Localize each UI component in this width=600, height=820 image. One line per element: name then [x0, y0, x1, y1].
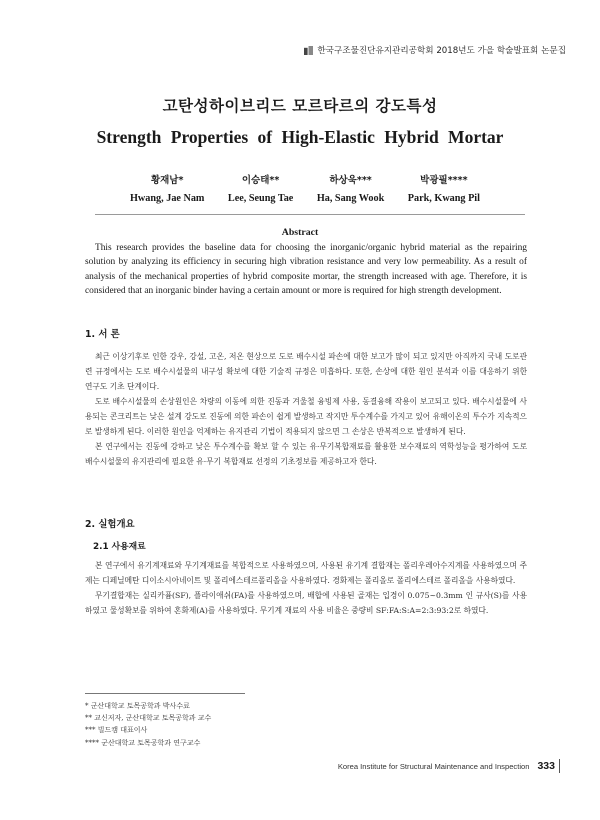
footnote-divider [85, 693, 245, 694]
paragraph: 최근 이상기후로 인한 강우, 강설, 고온, 저온 현상으로 도로 배수시설 파손에 대한 보고가 많이 되고 있지만 아직까지 국내 도로관련 규정에서는 도로 배수시설물의 내구성 확보에 대한 기술적 규정은 미흡하다. 또한, 손상에 대한 원인 분석과 이를 대응하기 위한 연구도 기초 단계이다. [85, 352, 527, 391]
section-heading: 1. 서 론 [85, 329, 120, 340]
paper-title-english: Strength Properties of High-Elastic Hybrid Mortar [96, 127, 504, 147]
footer-bar [559, 759, 560, 773]
paragraph: 무기결합재는 실리카퓸(SF), 플라이애쉬(FA)를 사용하였으며, 배합에 사용된 골재는 입경이 0.075~0.3mm 인 규사(S)를 사용하였고 물성확보를 위하여 혼화제(A)를 사용하였다. 무기계 재료의 사용 비율은 중량비 SF:FA:S:A=2:3:93:2로 하였다. [85, 591, 527, 615]
page-footer [338, 759, 560, 773]
footnote: ** 교신저자, 군산대학교 토목공학과 교수 [85, 714, 212, 723]
author-name-english: Ha, Sang Wook [316, 193, 385, 204]
author-name-korean: 황재남* [150, 175, 184, 186]
footnote: **** 군산대학교 토목공학과 연구교수 [85, 738, 201, 747]
author-name-korean: 하상욱*** [329, 175, 372, 186]
author-4 [408, 172, 480, 204]
journal-name: 한국구조물진단유지관리공학회 2018년도 가을 학술발표회 논문집 [317, 46, 566, 56]
section-experiment [85, 516, 527, 618]
footnotes [85, 700, 385, 749]
journal-header [304, 44, 566, 56]
section-heading: 2. 실험개요 [85, 519, 135, 530]
author-3 [317, 172, 384, 204]
footer-institute: Korea Institute for Structural Maintenance and Inspection [337, 761, 530, 771]
paper-title-korean: 고탄성하이브리드 모르타르의 강도특성 [162, 97, 438, 115]
page-number: 333 [537, 760, 555, 772]
section-introduction [85, 326, 527, 469]
author-list [130, 172, 480, 204]
paragraph: 본 연구에서 유기계재료와 무기계재료를 복합적으로 사용하였으며, 사용된 유기계 결합재는 폴리우레아수지계를 사용하였으며 주제는 디페닐메탄 디이소시아네이트 및 폴리에스테르폴리올을 사용하였다. 경화제는 폴리올로 폴리에스테르 폴리올을 사용하였다. [85, 561, 527, 585]
paragraph: 도로 배수시설물의 손상원인은 차량의 이동에 의한 진동과 겨울철 융빙제 사용, 동결융해 작용이 보고되고 있다. 배수시설물에 사용되는 콘크리트는 낮은 설계 강도로 진동에 의한 파손이 쉽게 발생하고 작지만 투수계수를 가지고 있어 유해이온의 투수가 지속적으로 발생하게 된다. 이러한 원인을 억제하는 유지관리 기법이 적용되지 않으면 그 손상은 반복적으로 발생하게 된다. [85, 397, 527, 436]
author-name-english: Hwang, Jae Nam [130, 193, 205, 204]
author-name-korean: 박광필**** [420, 175, 468, 186]
author-1 [130, 172, 204, 204]
abstract-heading: Abstract [281, 227, 319, 238]
paragraph: 본 연구에서는 진동에 강하고 낮은 투수계수를 확보 할 수 있는 유·무기복합재료를 활용한 보수재료의 역학성능을 평가하여 도로 배수시설물의 유지관리에 필요한 유·무기 복합재료 선정의 기초정보를 제공하고자 한다. [85, 442, 527, 466]
journal-logo-icon [304, 46, 313, 55]
author-name-english: Lee, Seung Tae [227, 193, 294, 204]
abstract-divider [95, 214, 525, 215]
author-name-english: Park, Kwang Pil [407, 193, 480, 204]
author-name-korean: 이승태** [241, 175, 280, 186]
footnote: * 군산대학교 토목공학과 박사수료 [85, 702, 190, 710]
footnote: *** 빌드캠 대표이사 [85, 726, 148, 735]
author-2 [228, 172, 293, 204]
abstract-text: This research provides the baseline data for choosing the inorganic/organic hybrid material as the repairing solution by analyzing its efficiency in securing high vibration resistance and very low permeability. As a result of analysis of the mechanical properties of hybrid composite mortar, the strength increased with age. Therefore, it is considered that an inorganic binder having a certain amount or more is required for high strength development. [85, 243, 527, 297]
subsection-heading: 2.1 사용재료 [93, 542, 146, 552]
